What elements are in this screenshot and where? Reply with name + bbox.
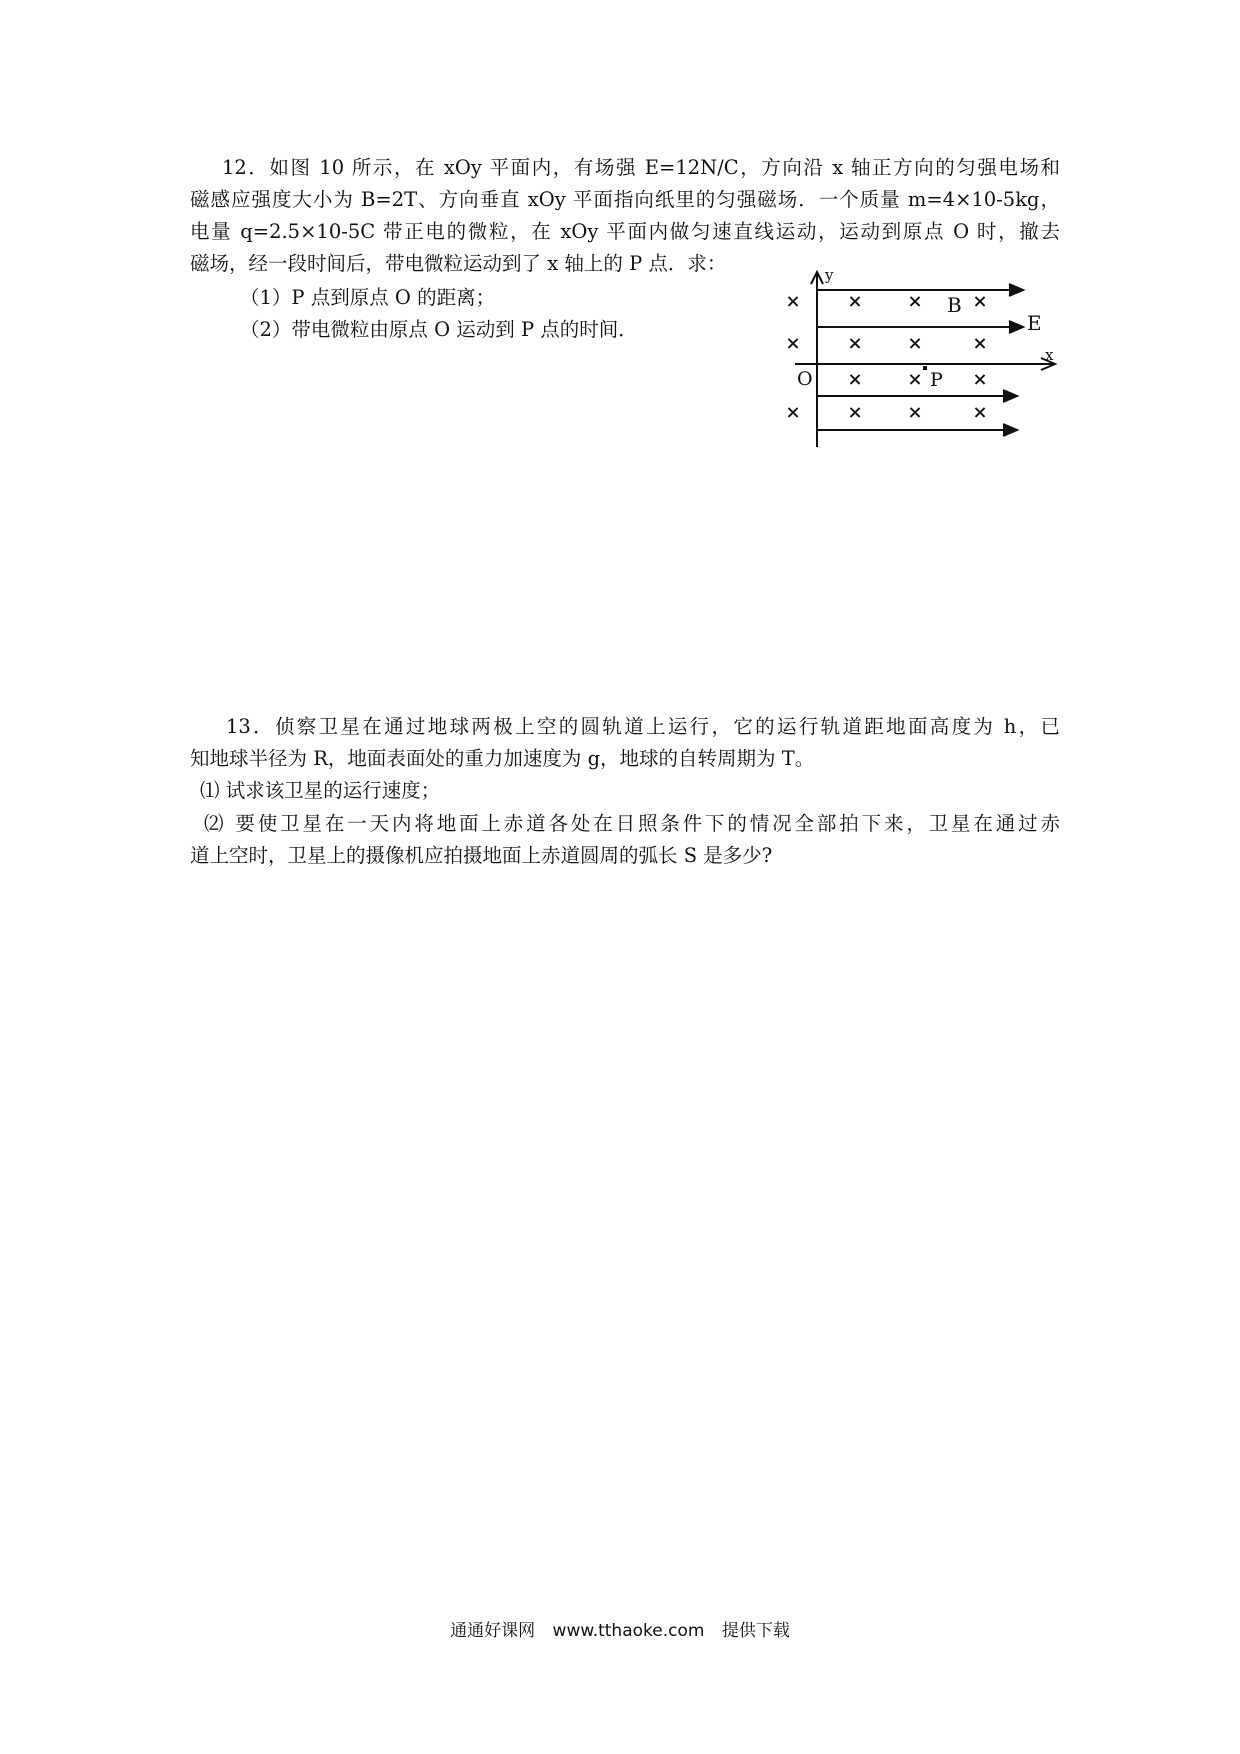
cross-mark: × [785, 402, 801, 423]
cross-mark: × [785, 333, 801, 354]
q13-line-2: 知地球半径为 R，地面表面处的重力加速度为 g，地球的自转周期为 T。 [190, 747, 815, 770]
footer-suffix: 提供下载 [721, 1621, 790, 1641]
cross-mark: × [847, 369, 863, 390]
field-arrow-2 [1009, 321, 1023, 333]
point-p-marker [923, 366, 927, 370]
field-diagram [775, 262, 1065, 452]
cross-mark: × [907, 369, 923, 390]
field-arrow-1 [1009, 284, 1023, 296]
field-arrow-4 [1003, 424, 1017, 436]
footer-site-name: 通通好课网 [450, 1621, 536, 1641]
cross-mark: × [972, 291, 988, 312]
cross-mark: × [785, 291, 801, 312]
q12-subquestion-1: （1）P 点到原点 O 的距离； [240, 286, 496, 309]
electric-field-label: E [1027, 311, 1042, 335]
origin-label: O [797, 368, 813, 390]
q13-subquestion-1: ⑴ 试求该卫星的运行速度； [200, 779, 441, 802]
cross-mark: × [847, 291, 863, 312]
point-p-label: P [930, 369, 943, 391]
q13-line-1: 13．侦察卫星在通过地球两极上空的圆轨道上运行，它的运行轨道距地面高度为 h，已 [226, 715, 1060, 738]
cross-mark: × [847, 402, 863, 423]
field-arrow-3 [1003, 390, 1017, 402]
cross-mark: × [847, 333, 863, 354]
cross-mark: × [972, 333, 988, 354]
q12-line-3: 电量 q=2.5×10-5C 带正电的微粒，在 xOy 平面内做匀速直线运动，运动到原点 O 时，撤去 [190, 220, 1060, 243]
page-footer [0, 1616, 1240, 1641]
cross-mark: × [907, 402, 923, 423]
q12-line-2: 磁感应强度大小为 B=2T、方向垂直 xOy 平面指向纸里的匀强磁场．一个质量 m=4×10-5kg， [190, 188, 1060, 211]
q13-subquestion-2-continued: 道上空时，卫星上的摄像机应拍摄地面上赤道圆周的弧长 S 是多少? [190, 844, 773, 867]
q12-line-4: 磁场，经一段时间后，带电微粒运动到了 x 轴上的 P 点．求： [190, 252, 727, 275]
q12-line-1: 12．如图 10 所示，在 xOy 平面内，有场强 E=12N/C，方向沿 x 轴正方向的匀强电场和 [222, 156, 1060, 179]
cross-mark: × [907, 333, 923, 354]
q13-subquestion-2: ⑵ 要使卫星在一天内将地面上赤道各处在日照条件下的情况全部拍下来，卫星在通过赤 [204, 812, 1060, 835]
cross-mark: × [972, 369, 988, 390]
q12-subquestion-2: （2）带电微粒由原点 O 运动到 P 点的时间． [240, 318, 638, 341]
footer-url: www.tthaoke.com [552, 1621, 705, 1641]
y-axis-label: y [825, 266, 834, 284]
magnetic-field-label: B [947, 293, 962, 317]
cross-mark: × [907, 291, 923, 312]
cross-mark: × [972, 402, 988, 423]
x-axis-label: x [1045, 346, 1054, 364]
